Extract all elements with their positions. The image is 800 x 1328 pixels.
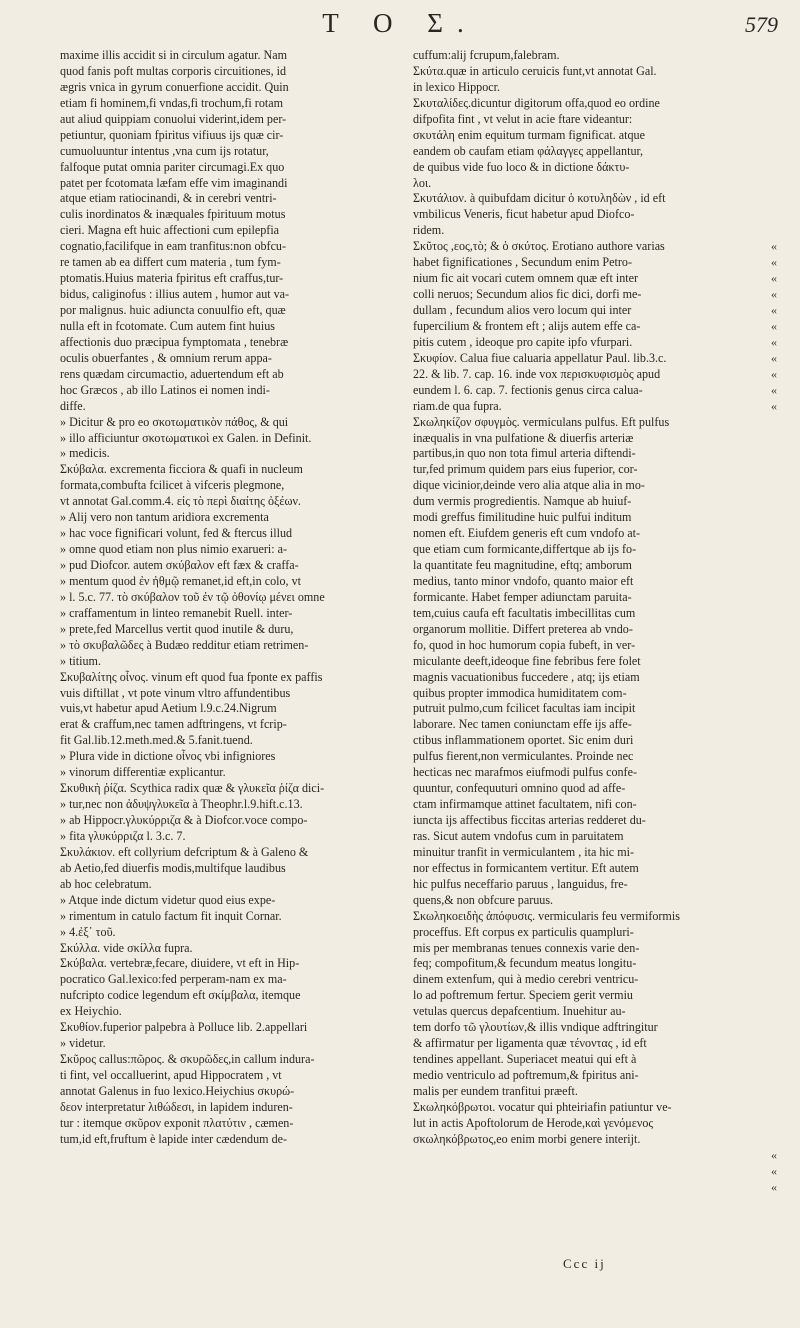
- text-line-right: minuitur tranfit in vermiculantem , ita hic mi-: [413, 844, 634, 859]
- text-line-left: cumuoluuntur intentus ,vna cum ijs rotatur,: [60, 143, 269, 158]
- text-line-left: erat & craffum,nec tamen adftringens, vt fcrip-: [60, 717, 287, 732]
- text-line-left: nulla eft in fcotomate. Cum autem fint huius: [60, 318, 275, 333]
- margin-mark: [760, 191, 788, 207]
- text-line-left: ab hoc celebratum.: [60, 876, 152, 891]
- text-line-left: » vinorum differentiæ explicantur.: [60, 765, 226, 780]
- text-line-left: » craffamentum in linteo remanebit Ruell. inter-: [60, 605, 293, 620]
- margin-mark: [760, 749, 788, 765]
- margin-mark: [760, 845, 788, 861]
- text-line-left: » rimentum in catulo factum fit inquit Cornar.: [60, 908, 282, 923]
- text-line-left: Σκυθίον.fuperior palpebra à Polluce lib. 2.appellari: [60, 1020, 308, 1035]
- text-line-left: Σκύβαλα. excrementa ficciora & quafi in nucleum: [60, 462, 303, 477]
- margin-mark: [760, 638, 788, 654]
- text-line-right: medio ventriculo ad poftremum,& fpiritus ani-: [413, 1068, 639, 1082]
- margin-mark: «: [771, 382, 777, 397]
- text-line-left: bidus, caliginofus : illius autem , humor aut va-: [60, 287, 290, 302]
- text-line-left: » medicis.: [60, 446, 110, 461]
- margin-mark: [760, 590, 788, 606]
- margin-mark: [760, 64, 788, 80]
- margin-mark: «: [771, 1147, 777, 1162]
- text-line-left: culis inordinatos & inæquales fpirituum motus: [60, 207, 286, 222]
- margin-mark: [760, 701, 788, 717]
- margin-mark: [760, 1084, 788, 1100]
- text-line-left: vuis diftillat , vt pote vinum vltro affundentibus: [60, 685, 291, 700]
- text-line-right: magnis vacuationibus fuccedere , atq; ijs etiam: [413, 669, 640, 684]
- text-line-left: » mentum quod ἐν ἠθμῷ remanet,id eft,in colo, vt: [60, 573, 301, 588]
- text-line-left: re tamen ab ea differt cum materia , tum fym-: [60, 255, 281, 270]
- text-line-right: vetulas quercus depafcentium. Inuehitur au-: [413, 1004, 626, 1019]
- text-line-right: & affirmatur per ligamenta quæ τένοντας , id eft: [413, 1036, 647, 1051]
- margin-mark: [760, 574, 788, 590]
- margin-mark: [760, 176, 788, 192]
- text-line-right: eundem l. 6. cap. 7. fectionis genus circa calua-: [413, 382, 643, 397]
- text-line-right: iuncta ijs affectibus ficcitas arterias redderet du-: [413, 813, 646, 827]
- text-line-left: etiam fi hominem,fi vndas,fi trochum,fi rotam: [60, 95, 284, 110]
- text-line-right: dum vermis progredientis. Namque ab huiuf-: [413, 494, 632, 509]
- text-line-right: ridem.: [413, 223, 445, 238]
- text-line-right: Σκύτα.quæ in articulo ceruicis funt,vt annotat Gal.: [413, 63, 657, 78]
- text-line-left: petiuntur, quoniam fpiritus vifiuus ijs quæ cir-: [60, 127, 284, 142]
- text-line-left: » Dicitur & pro eo σκοτωματικὸν πάθος, & qui: [60, 414, 289, 429]
- text-line-right: fo, quod in hoc humorum copia fubeft, in ver-: [413, 637, 636, 652]
- text-line-right: riam.de qua fupra.: [413, 398, 502, 413]
- text-line-right: Σκωληκίζον σφυγμὸς. vermiculans pulfus. Eft pulfus: [413, 414, 670, 429]
- text-line-right: dinem extenfum, qui à medio cerebri ventricu-: [413, 972, 639, 987]
- margin-mark: [760, 988, 788, 1004]
- text-line-right: hic pulfus neceffario paruus , languidus, fre-: [413, 876, 628, 891]
- text-line-right: eandem ob caufam etiam φάλαγγες appellantur,: [413, 143, 644, 158]
- text-line-right: nomen eft. Eiufdem generis eft cum vndofo at-: [413, 526, 641, 541]
- margin-mark: [760, 733, 788, 749]
- text-line-right: hecticas nec marafmos eiufmodi pulfus confe-: [413, 765, 637, 780]
- text-line-right: la quantitate feu magnitudine, eftq; amborum: [413, 558, 632, 572]
- text-line-right: proceffus. Eft corpus ex particulis quampluri-: [413, 924, 634, 939]
- margin-mark: [760, 956, 788, 972]
- margin-mark: [760, 112, 788, 128]
- margin-mark: [760, 431, 788, 447]
- text-line-left: atque etiam ratiocinandi, & in cerebri ventri-: [60, 191, 277, 206]
- margin-mark: [760, 941, 788, 957]
- margin-mark: [760, 622, 788, 638]
- text-line-right: fupercilium & frontem eft ; alijs autem effe ca-: [413, 318, 641, 333]
- text-line-right: vmbilicus Veneris, ficut habetur apud Diofco-: [413, 207, 635, 222]
- text-line-left: Σκυβαλίτης οἶνος. vinum eft quod fua fponte ex paffis: [60, 669, 323, 684]
- text-line-left: » hac voce fignificari volunt, fed & ftercus illud: [60, 526, 293, 541]
- margin-mark: «: [771, 1179, 777, 1194]
- margin-mark: [760, 542, 788, 558]
- text-line-right: dullam , fecundum alios vero locum qui inter: [413, 303, 632, 317]
- text-line-left: patet per fcotomata læfam effe vim imaginandi: [60, 175, 288, 190]
- text-line-right: pulfus fierent,non vermiculantes. Proinde nec: [413, 749, 634, 764]
- text-line-left: » pud Diofcor. autem σκύβαλον eft fæx & craffa-: [60, 558, 299, 572]
- text-line-right: tendines appellant. Superiacet meatui qui eft à: [413, 1052, 637, 1067]
- text-line-right: quibus propter immodica humiditatem com-: [413, 685, 627, 700]
- text-line-right: miculante deeft,ideoque fine febribus fere folet: [413, 653, 641, 668]
- running-head-title: T O Σ.: [322, 8, 478, 38]
- text-line-left: » Plura vide in dictione οἶνος vbi infigniores: [60, 749, 276, 764]
- text-line-left: affectionis duo præcipua fymptomata , tenebræ: [60, 334, 289, 349]
- margin-mark: [760, 1052, 788, 1068]
- text-line-left: hoc Græcos , ab illo Latinos ei nomen indi-: [60, 382, 270, 397]
- text-line-left: » l. 5.c. 77. τὸ σκύβαλον τοῦ ἐν τῷ ὀθονίῳ μένει omne: [60, 589, 325, 604]
- text-line-right: feq; compofitum,& fecundum meatus longitu-: [413, 956, 637, 971]
- left-column: [60, 48, 395, 1148]
- text-line-left: » Atque inde dictum videtur quod eius expe-: [60, 892, 276, 907]
- text-line-right: laborare. Nec tamen coniunctam effe ijs affe-: [413, 717, 632, 732]
- margin-mark: [760, 797, 788, 813]
- text-line-right: putruit pulmo,cum fcilicet facultas iam incipit: [413, 701, 636, 716]
- text-line-left: » τὸ σκυβαλῶδες à Budæo redditur etiam retrimen-: [60, 637, 309, 652]
- text-line-right: quens,& non obfcure paruus.: [413, 892, 554, 907]
- margin-mark: [760, 717, 788, 733]
- text-line-right: formicante. Habet femper adiunctam paruita-: [413, 589, 632, 604]
- text-line-right: malis per eundem tranfitui præeft.: [413, 1083, 578, 1098]
- text-line-right: Σκυταλίδες.dicuntur digitorum offa,quod eo ordine: [413, 95, 660, 110]
- margin-mark: «: [771, 334, 777, 349]
- text-line-left: ptomatis.Huius materia fpiritus eft craffus,tur-: [60, 271, 284, 286]
- text-line-right: ctam infirmamque attinet facultatem, nifi con-: [413, 797, 637, 812]
- margin-mark: «: [771, 1163, 777, 1178]
- text-line-right: ctibus inflammationem oportet. Sic enim duri: [413, 733, 634, 748]
- margin-mark: [760, 1036, 788, 1052]
- text-line-right: lut in actis Apoftolorum de Herode,καὶ γενόμενος: [413, 1115, 654, 1130]
- text-line-right: cuffum:alij fcrupum,falebram.: [413, 48, 560, 62]
- text-line-left: cieri. Magna eft huic affectioni cum epilepfia: [60, 223, 280, 238]
- text-line-right: lo ad poftremum fertur. Speciem gerit vermiu: [413, 988, 633, 1003]
- text-line-right: inæqualis in vna pulfatione & diuerfis arteriæ: [413, 430, 634, 445]
- text-line-left: » Alij vero non tantum aridiora excrementa: [60, 510, 269, 525]
- text-line-left: maxime illis accidit si in circulum agatur. Nam: [60, 48, 288, 62]
- text-line-right: dique vicinior,deinde vero alia atque alia in mo-: [413, 478, 645, 493]
- text-line-right: tur,fed primum quidem pars eius fuperior, cor-: [413, 462, 638, 477]
- text-line-right: medius, tanto minor vndofo, quanto maior eft: [413, 573, 634, 588]
- text-line-left: » omne quod etiam non plus nimio exarueri: a-: [60, 542, 288, 557]
- margin-mark: [760, 96, 788, 112]
- text-line-left: vt annotat Gal.comm.4. εἰς τὸ περὶ διαίτης ὀξέων.: [60, 494, 301, 509]
- text-line-left: aut aliud quippiam conuolui viderint,idem per-: [60, 111, 287, 126]
- text-line-right: Σκωληκοειδὴς ἀπόφυσις. vermicularis feu vermiformis: [413, 908, 680, 923]
- text-line-left: falfoque putat omnia pariter circumagi.Ex quo: [60, 159, 285, 174]
- margin-mark: [760, 144, 788, 160]
- text-line-left: δεον interpretatur λιθώδεσι, in lapidem induren-: [60, 1099, 293, 1114]
- margin-mark: [760, 1116, 788, 1132]
- text-line-right: de quibus vide fuo loco & in dictione δάκτυ-: [413, 159, 630, 174]
- text-line-right: Σκῦτος ,εος,τὸ; & ὁ σκύτος. Erotiano authore varias: [413, 239, 665, 254]
- margin-mark: «: [771, 398, 777, 413]
- margin-mark: «: [771, 303, 777, 317]
- text-line-right: quuntur, confequuturi omnino quod ad affe-: [413, 781, 626, 796]
- margin-mark: [760, 510, 788, 526]
- page-number: 579: [745, 12, 778, 37]
- text-line-left: fit Gal.lib.12.meth.med.& 5.fanit.tuend.: [60, 733, 253, 748]
- margin-mark: [760, 80, 788, 96]
- margin-mark: «: [771, 318, 777, 333]
- text-line-left: annotat Galenus in fuo lexico.Heiychius σκυρώ-: [60, 1083, 295, 1098]
- text-line-right: λοι.: [413, 175, 432, 190]
- text-line-right: pitis cutem , ideoque pro capite ipfo vfurpari.: [413, 334, 633, 349]
- text-line-right: partibus,in quo non tota fimul arteria diftendi-: [413, 446, 636, 461]
- text-line-right: Σκυφίον. Calua fiue caluaria appellatur Paul. lib.3.c.: [413, 350, 667, 365]
- margin-mark: [760, 765, 788, 781]
- text-line-left: Σκυλάκιον. eft collyrium defcriptum & à Galeno &: [60, 844, 309, 859]
- margin-mark: [760, 558, 788, 574]
- text-line-right: 22. & lib. 7. cap. 16. inde vox περισκυφισμὸς apud: [413, 366, 661, 381]
- signature-mark: Ccc ij: [563, 1256, 606, 1271]
- margin-mark: [760, 861, 788, 877]
- text-line-left: Σκύβαλα. vertebræ,fecare, diuidere, vt eft in Hip-: [60, 956, 300, 971]
- text-line-right: que etiam cum formicante,differtque ab ijs fo-: [413, 542, 637, 557]
- text-line-left: tum,id eft,fruftum è lapide inter cædendum de-: [60, 1131, 288, 1146]
- text-line-left: nufcripto codice legendum eft σκίμβαλα, itemque: [60, 988, 301, 1003]
- margin-mark: «: [771, 271, 777, 286]
- margin-mark: [760, 925, 788, 941]
- margin-mark: «: [771, 287, 777, 302]
- margin-mark: [760, 606, 788, 622]
- text-line-right: habet fignificationes , Secundum enim Petro-: [413, 255, 632, 270]
- text-line-left: » 4.ἐξ᾽ τοῦ.: [60, 924, 116, 939]
- text-line-left: vuis,vt habetur apud Aetium l.9.c.24.Nigrum: [60, 701, 277, 716]
- right-column: [413, 48, 741, 1164]
- margin-quote-marks: [760, 48, 788, 1196]
- margin-mark: [760, 893, 788, 909]
- margin-mark: [760, 972, 788, 988]
- text-line-right: organorum mollitie. Differt preterea ab vndo-: [413, 621, 633, 636]
- margin-mark: [760, 223, 788, 239]
- margin-mark: [760, 160, 788, 176]
- margin-mark: [760, 813, 788, 829]
- margin-mark: [760, 478, 788, 494]
- margin-mark: [760, 1100, 788, 1116]
- text-line-left: diffe.: [60, 398, 86, 413]
- text-line-left: Σκύλλα. vide σκίλλα fupra.: [60, 940, 193, 955]
- text-line-right: difpofita fint , vt velut in acie ftare videantur:: [413, 111, 633, 126]
- margin-mark: [760, 877, 788, 893]
- text-line-left: » fita γλυκύρριζα l. 3.c. 7.: [60, 828, 186, 843]
- text-line-left: tur : itemque σκῦρον exponit πλατύτιν , cæmen-: [60, 1115, 294, 1130]
- text-line-left: Σκυθικὴ ῥίζα. Scythica radix quæ & γλυκεῖα ῥίζα dici-: [60, 781, 325, 796]
- text-line-left: rens quædam circumactio, aduertendum eft ab: [60, 366, 284, 381]
- margin-mark: [760, 829, 788, 845]
- text-line-right: nium fic ait vocari cutem omnem quæ eft inter: [413, 271, 639, 286]
- margin-mark: [760, 686, 788, 702]
- text-line-left: » ab Hippocr.γλυκύρριζα & à Diofcor.voce compo-: [60, 813, 308, 827]
- text-line-right: nor effectus in formicantem vertitur. Eft autem: [413, 860, 639, 875]
- margin-mark: [760, 909, 788, 925]
- text-line-left: formata,combufta fcilicet à vifceris plegmone,: [60, 478, 285, 493]
- text-line-right: Σκωληκόβρωτοι. vocatur qui phteiriafin patiuntur ve-: [413, 1099, 672, 1114]
- margin-mark: [760, 1020, 788, 1036]
- text-line-right: in lexico Hippocr.: [413, 79, 500, 94]
- text-line-right: tem dorfo τῶ γλουτίων,& illis vndique adftringitur: [413, 1020, 658, 1035]
- text-line-right: ras. Sicut autem vndofus cum in paruitatem: [413, 828, 624, 843]
- text-line-left: ex Heiychio.: [60, 1004, 122, 1019]
- text-line-left: ti fint, vel occalluerint, apud Hippocratem , vt: [60, 1068, 282, 1082]
- text-line-left: » illo afficiuntur σκοτωματικοὶ ex Galen. in Definit.: [60, 430, 312, 445]
- margin-mark: [760, 48, 788, 64]
- margin-mark: [760, 654, 788, 670]
- text-line-left: cognatio,facilifque in eam tranfitus:non obfcu-: [60, 239, 287, 254]
- text-line-left: Σκῦρος callus:πῶρος. & σκυρῶδες,in callum indura-: [60, 1052, 315, 1067]
- margin-mark: [760, 1068, 788, 1084]
- margin-mark: «: [771, 239, 777, 254]
- running-head: [0, 8, 800, 48]
- text-line-left: quod fanis poft multas corporis circuitiones, id: [60, 63, 287, 78]
- margin-mark: [760, 128, 788, 144]
- text-line-right: σκωληκόβρωτος,eo enim morbi genere interijt.: [413, 1131, 641, 1146]
- text-line-left: ab Aetio,fed diuerfis modis,multifque laudibus: [60, 860, 286, 875]
- margin-mark: [760, 446, 788, 462]
- text-line-left: » videtur.: [60, 1036, 106, 1051]
- text-line-right: modi greffus fimilitudine huic pulfui inditum: [413, 510, 632, 525]
- margin-mark: «: [771, 350, 777, 365]
- text-line-right: mis per membranas tenues connexis varie den-: [413, 940, 640, 955]
- text-line-right: tem,cuius caufa eft facultatis imbecillitas cum: [413, 605, 636, 620]
- text-line-left: ægris vnica in gyrum conuerfione accidit. Quin: [60, 79, 289, 94]
- text-line-left: » tur,nec non ἀδυψγλυκεῖα à Theophr.l.9.hift.c.13.: [60, 797, 303, 812]
- margin-mark: [760, 415, 788, 431]
- margin-mark: [760, 462, 788, 478]
- text-line-left: pocratico Gal.lexico:fed perperam-nam ex ma-: [60, 972, 287, 987]
- margin-mark: «: [771, 366, 777, 381]
- margin-mark: [760, 1132, 788, 1148]
- margin-mark: [760, 1004, 788, 1020]
- text-line-right: Σκυτάλιον. à quibufdam dicitur ὁ κοτυληδὼν , id eft: [413, 191, 666, 206]
- text-line-right: colli neruos; Secundum alios fic dici, dorfi me-: [413, 287, 642, 302]
- margin-mark: [760, 526, 788, 542]
- margin-mark: «: [771, 255, 777, 270]
- text-line-left: » prete,fed Marcellus vertit quod inutile & duru,: [60, 621, 294, 636]
- margin-mark: [760, 670, 788, 686]
- text-line-left: » titium.: [60, 653, 101, 668]
- margin-mark: [760, 207, 788, 223]
- text-line-right: σκυτάλη enim equitum turmam fignificat. atque: [413, 127, 645, 142]
- text-line-left: por malignus. huic adiuncta conuulfio eft, quæ: [60, 303, 286, 317]
- text-line-left: oculis obuerfantes , & omnium rerum appa-: [60, 350, 272, 365]
- margin-mark: [760, 781, 788, 797]
- margin-mark: [760, 494, 788, 510]
